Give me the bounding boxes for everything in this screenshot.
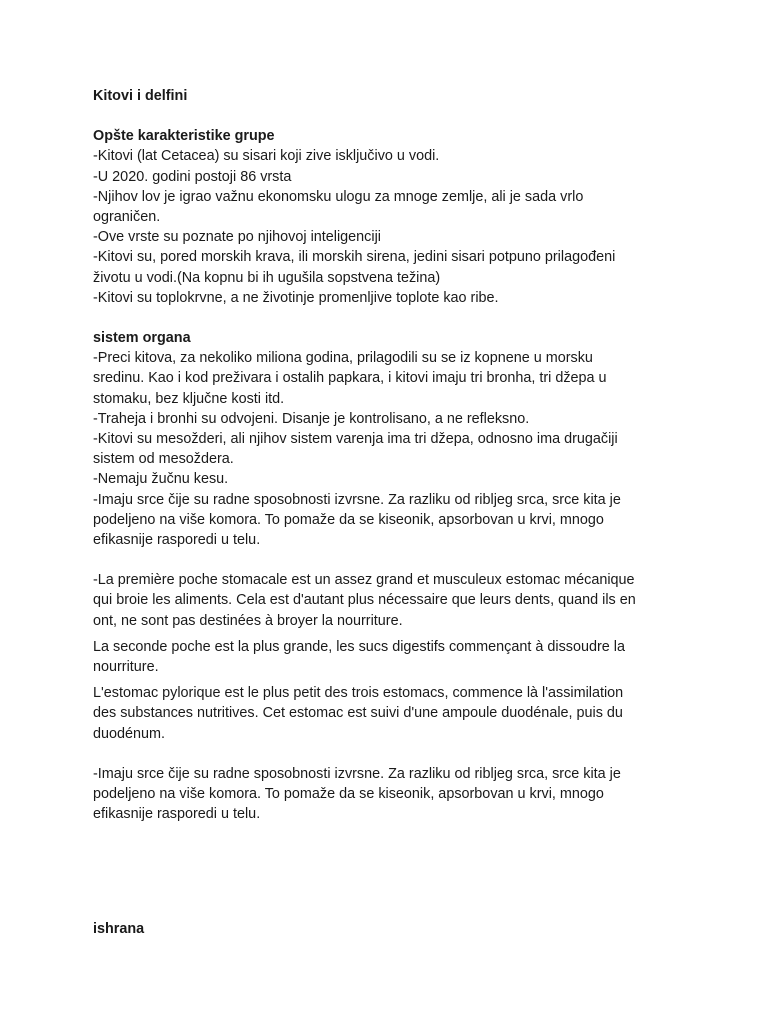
section-heading-nutrition: ishrana <box>93 920 145 937</box>
paragraph-pyloric-stomach <box>93 683 683 744</box>
text-line: -Ove vrste su poznate po njihovoj inteligenciji <box>93 229 381 246</box>
text-line: ograničen. <box>93 209 161 226</box>
document-page <box>93 86 683 939</box>
text-line: nourriture. <box>93 659 159 676</box>
text-line: La seconde poche est la plus grande, les sucs digestifs commençant à dissoudre la <box>93 638 625 655</box>
text-line: des substances nutritives. Cet estomac est suivi d'une ampoule duodénale, puis du <box>93 705 623 722</box>
text-line: qui broie les aliments. Cela est d'autant plus nécessaire que leurs dents, quand ils en <box>93 592 636 609</box>
text-line: -U 2020. godini postoji 86 vrsta <box>93 168 292 185</box>
text-line: -Kitovi su, pored morskih krava, ili morskih sirena, jedini sisari potpuno prilagođeni <box>93 249 616 266</box>
text-line: efikasnije rasporedi u telu. <box>93 806 261 823</box>
text-line: -Preci kitova, za nekoliko miliona godina, prilagodili su se iz kopnene u morsku <box>93 350 593 367</box>
section-organ-system <box>93 328 683 550</box>
text-line: stomaku, bez ključne kosti itd. <box>93 390 285 407</box>
text-line: -Kitovi su toplokrvne, a ne životinje promenljive toplote kao ribe. <box>93 289 499 306</box>
text-line: -Traheja i bronhi su odvojeni. Disanje je kontrolisano, a ne refleksno. <box>93 410 530 427</box>
paragraph-second-stomach <box>93 637 683 677</box>
text-line: -Kitovi su mesožderi, ali njihov sistem varenja ima tri džepa, odnosno ima drugačiji <box>93 431 618 448</box>
text-line: L'estomac pylorique est le plus petit des trois estomacs, commence là l'assimilation <box>93 685 624 702</box>
text-line: podeljeno na više komora. To pomaže da se kiseonik, apsorbovan u krvi, mnogo <box>93 511 604 528</box>
text-line: -Imaju srce čije su radne sposobnosti izvrsne. Za razliku od ribljeg srca, srce kita je <box>93 765 621 782</box>
section-heading: sistem organa <box>93 330 191 347</box>
text-line: -Nemaju žučnu kesu. <box>93 471 229 488</box>
paragraph-heart <box>93 764 683 825</box>
text-line: -Njihov lov je igrao važnu ekonomsku ulogu za mnoge zemlje, ali je sada vrlo <box>93 188 584 205</box>
paragraph-first-stomach <box>93 570 683 631</box>
section-heading: Opšte karakteristike grupe <box>93 128 275 145</box>
text-line: -Kitovi (lat Cetacea) su sisari koji zive isključivo u vodi. <box>93 148 440 165</box>
text-line: duodénum. <box>93 725 166 742</box>
text-line: sredinu. Kao i kod preživara i ostalih papkara, i kitovi imaju tri bronha, tri džepa u <box>93 370 607 387</box>
text-line: podeljeno na više komora. To pomaže da se kiseonik, apsorbovan u krvi, mnogo <box>93 786 604 803</box>
text-line: sistem od mesoždera. <box>93 451 234 468</box>
text-line: -La première poche stomacale est un assez grand et musculeux estomac mécanique <box>93 572 635 589</box>
section-general-characteristics <box>93 126 683 308</box>
document-title: Kitovi i delfini <box>93 88 188 104</box>
text-line: životu u vodi.(Na kopnu bi ih ugušila sopstvena težina) <box>93 269 441 286</box>
text-line: -Imaju srce čije su radne sposobnosti izvrsne. Za razliku od ribljeg srca, srce kita je <box>93 491 621 508</box>
text-line: ont, ne sont pas destinées à broyer la nourriture. <box>93 612 403 629</box>
text-line: efikasnije rasporedi u telu. <box>93 532 261 549</box>
